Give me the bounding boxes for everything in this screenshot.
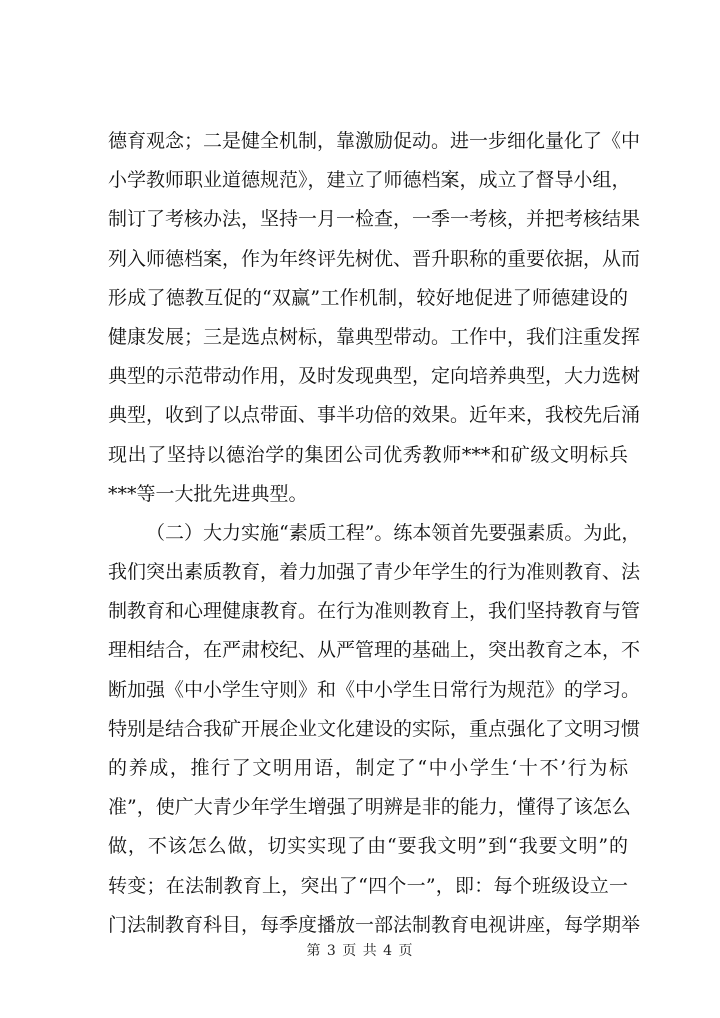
paragraph-1 — [108, 122, 641, 514]
text-line: 制教育和心理健康教育。在行为准则教育上，我们坚持教育与管 — [108, 600, 641, 623]
text-line: 理相结合，在严肃校纪、从严管理的基础上，突出教育之本，不 — [108, 639, 641, 662]
text-line: 形成了德教互促的“双赢”工作机制，较好地促进了师德建设的 — [108, 286, 628, 309]
text-line: （二）大力实施“素质工程”。练本领首先要强素质。为此， — [146, 521, 641, 544]
text-line: 现出了坚持以德治学的集团公司优秀教师***和矿级文明标兵 — [108, 443, 628, 466]
text-line: 制订了考核办法，坚持一月一检查，一季一考核，并把考核结果 — [108, 208, 641, 231]
text-line: 的养成，推行了文明用语，制定了“中小学生‘十不’行为标 — [108, 757, 628, 779]
text-line: 列入师德档案，作为年终评先树优、晋升职称的重要依据，从而 — [108, 247, 641, 270]
text-line: 健康发展；三是选点树标，靠典型带动。工作中，我们注重发挥 — [108, 325, 641, 348]
text-line: 典型的示范带动作用，及时发现典型，定向培养典型，大力选树 — [108, 365, 641, 388]
text-line: 特别是结合我矿开展企业文化建设的实际，重点强化了文明习惯 — [108, 717, 641, 740]
text-line: 典型，收到了以点带面、事半功倍的效果。近年来，我校先后涌 — [108, 404, 641, 427]
text-line: 德育观念；二是健全机制，靠激励促动。进一步细化量化了《中 — [108, 130, 641, 152]
text-line: 我们突出素质教育，着力加强了青少年学生的行为准则教育、法 — [108, 561, 641, 584]
text-line: 小学教师职业道德规范》，建立了师德档案，成立了督导小组， — [108, 169, 631, 192]
text-line: ***等一大批先进典型。 — [108, 482, 308, 505]
text-line: 断加强《中小学生守则》和《中小学生日常行为规范》的学习。 — [108, 678, 641, 701]
text-line: 门法制教育科目，每季度播放一部法制教育电视讲座，每学期举 — [108, 913, 641, 936]
text-line: 转变；在法制教育上，突出了“四个一”，即：每个班级设立一 — [108, 874, 628, 897]
paragraph-2 — [108, 514, 641, 945]
page-footer: 第 3 页 共 4 页 — [306, 943, 414, 959]
text-line: 准”，使广大青少年学生增强了明辨是非的能力，懂得了该怎么 — [108, 796, 631, 819]
text-line: 做，不该怎么做，切实实现了由“要我文明”到“我要文明”的 — [108, 835, 628, 858]
body-text — [108, 122, 641, 945]
